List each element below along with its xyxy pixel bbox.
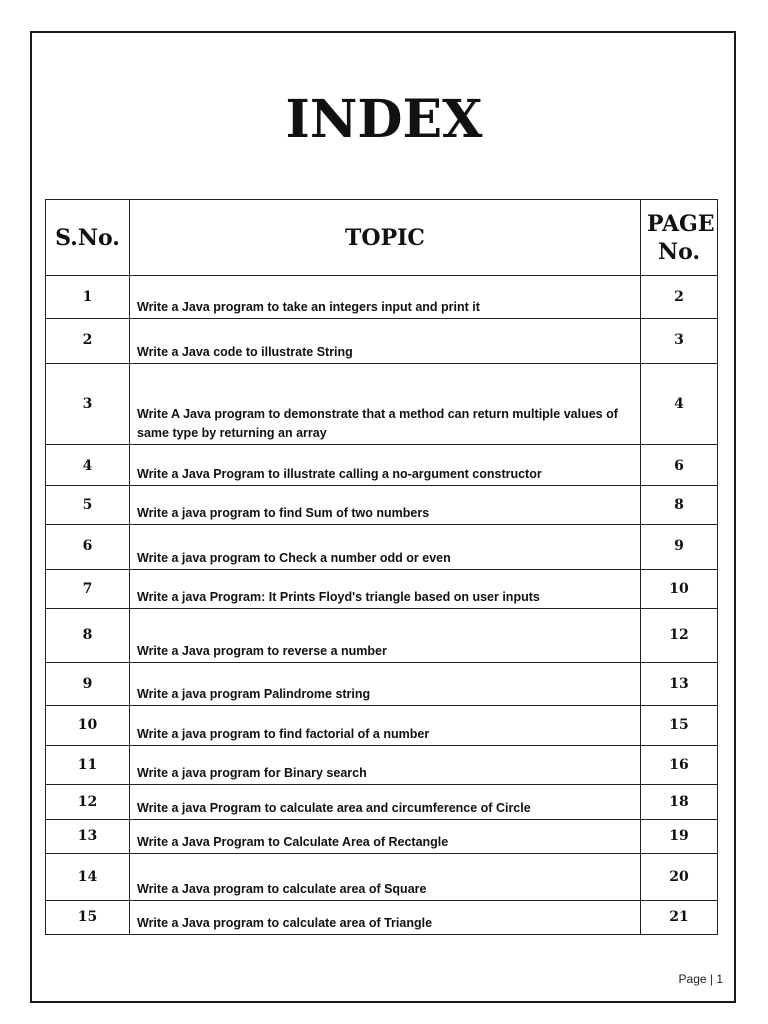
table-row <box>46 746 718 785</box>
row-page: 20 <box>641 854 718 901</box>
row-sno: 2 <box>46 319 130 364</box>
row-topic: Write A Java program to demonstrate that a method can return multiple values of same type by returning an array <box>130 364 641 445</box>
row-page: 4 <box>641 364 718 445</box>
row-topic: Write a java program to find factorial of a number <box>130 706 641 746</box>
row-page: 10 <box>641 570 718 609</box>
table-row <box>46 319 718 364</box>
table-row <box>46 486 718 525</box>
row-page: 8 <box>641 486 718 525</box>
table-row <box>46 570 718 609</box>
row-sno: 9 <box>46 663 130 706</box>
row-sno: 3 <box>46 364 130 445</box>
row-page: 13 <box>641 663 718 706</box>
row-sno: 5 <box>46 486 130 525</box>
table-row <box>46 364 718 445</box>
table-row <box>46 706 718 746</box>
table-row <box>46 445 718 486</box>
row-topic: Write a java Program to calculate area and circumference of Circle <box>130 785 641 820</box>
row-topic: Write a Java program to calculate area of Triangle <box>130 901 641 935</box>
row-page: 21 <box>641 901 718 935</box>
table-row <box>46 901 718 935</box>
table-row <box>46 820 718 854</box>
table-row <box>46 854 718 901</box>
row-page: 12 <box>641 609 718 663</box>
row-topic: Write a Java program to reverse a number <box>130 609 641 663</box>
table-header-row <box>46 200 718 276</box>
row-topic: Write a Java Program to Calculate Area of Rectangle <box>130 820 641 854</box>
row-sno: 13 <box>46 820 130 854</box>
row-topic: Write a Java code to illustrate String <box>130 319 641 364</box>
row-sno: 10 <box>46 706 130 746</box>
row-page: 3 <box>641 319 718 364</box>
header-topic: TOPIC <box>130 200 641 276</box>
index-table <box>45 199 718 935</box>
table-row <box>46 785 718 820</box>
row-topic: Write a Java program to take an integers input and print it <box>130 276 641 319</box>
row-topic: Write a java program for Binary search <box>130 746 641 785</box>
row-sno: 12 <box>46 785 130 820</box>
row-page: 9 <box>641 525 718 570</box>
table-row <box>46 663 718 706</box>
row-topic: Write a Java Program to illustrate calling a no-argument constructor <box>130 445 641 486</box>
row-sno: 14 <box>46 854 130 901</box>
row-sno: 1 <box>46 276 130 319</box>
row-topic: Write a java program to find Sum of two numbers <box>130 486 641 525</box>
header-page <box>641 200 718 276</box>
row-page: 2 <box>641 276 718 319</box>
row-sno: 4 <box>46 445 130 486</box>
row-page: 18 <box>641 785 718 820</box>
table-row <box>46 609 718 663</box>
row-page: 6 <box>641 445 718 486</box>
row-topic: Write a java Program: It Prints Floyd's triangle based on user inputs <box>130 570 641 609</box>
row-sno: 6 <box>46 525 130 570</box>
row-sno: 7 <box>46 570 130 609</box>
table-row <box>46 276 718 319</box>
page-number-footer: Page | 1 <box>678 972 723 986</box>
row-sno: 15 <box>46 901 130 935</box>
row-page: 19 <box>641 820 718 854</box>
row-topic: Write a java program to Check a number odd or even <box>130 525 641 570</box>
row-topic: Write a java program Palindrome string <box>130 663 641 706</box>
row-sno: 11 <box>46 746 130 785</box>
header-page-label: PAGE No. <box>647 210 715 265</box>
row-page: 16 <box>641 746 718 785</box>
row-sno: 8 <box>46 609 130 663</box>
row-page: 15 <box>641 706 718 746</box>
header-sno: S.No. <box>46 200 130 276</box>
row-topic: Write a Java program to calculate area of Square <box>130 854 641 901</box>
page-title: INDEX <box>285 89 483 150</box>
table-row <box>46 525 718 570</box>
